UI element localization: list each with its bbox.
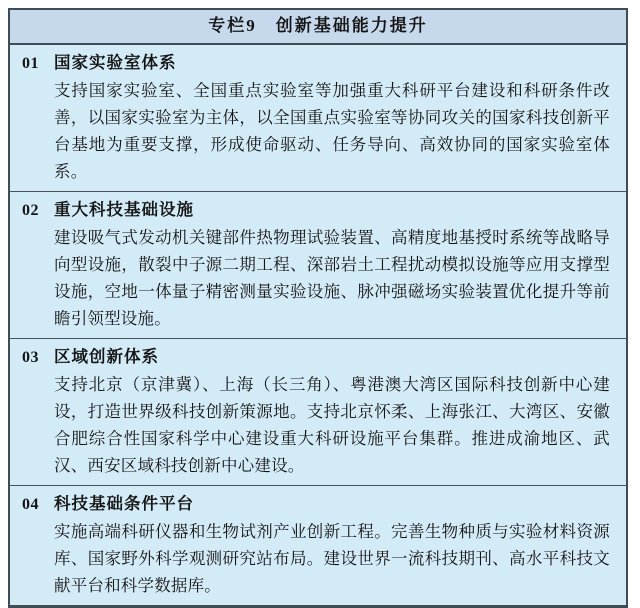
section-number: 03 [22,349,39,366]
section-heading [22,196,610,224]
feature-box [8,8,628,608]
section-title: 国家实验室体系 [54,53,177,72]
section-sci-tech-basic-condition-platform [10,485,626,605]
section-major-sci-tech-infrastructure [10,191,626,338]
panel-title: 专栏9 创新基础能力提升 [10,10,626,45]
section-number: 02 [22,202,39,219]
section-heading [22,343,610,371]
section-body-text: 实施高端科研仪器和生物试剂产业创新工程。完善生物种质与实验材料资源库、国家野外科学观测研究站布局。建设世界一流科技期刊、高水平科技文献平台和科学数据库。 [54,522,610,595]
section-title: 科技基础条件平台 [54,494,194,513]
section-body-text: 建设吸气式发动机关键部件热物理试验装置、高精度地基授时系统等战略导向型设施，散裂中子源二期工程、深部岩土工程扰动模拟设施等应用支撑型设施，空地一体量子精密测量实验设施、脉冲强磁场实验装置优化提升等前瞻引领型设施。 [54,228,610,328]
section-title: 区域创新体系 [54,347,159,366]
section-number: 04 [22,496,39,513]
section-body-text: 支持国家实验室、全国重点实验室等加强重大科研平台建设和科研条件改善，以国家实验室为主体，以全国重点实验室等协同攻关的国家科技创新平台基地为重要支撑，形成使命驱动、任务导向、高效协同的国家实验室体系。 [54,81,610,181]
section-heading [22,490,610,518]
panel-body [10,45,626,605]
section-heading [22,49,610,77]
section-body-text: 支持北京（京津冀）、上海（长三角）、粤港澳大湾区国际科技创新中心建设，打造世界级科技创新策源地。支持北京怀柔、上海张江、大湾区、安徽合肥综合性国家科学中心建设重大科研设施平台集群。推进成渝地区、武汉、西安区域科技创新中心建设。 [54,375,610,475]
section-number: 01 [22,55,39,72]
section-title: 重大科技基础设施 [54,200,194,219]
section-regional-innovation-system [10,338,626,485]
section-national-lab-system [10,45,626,191]
